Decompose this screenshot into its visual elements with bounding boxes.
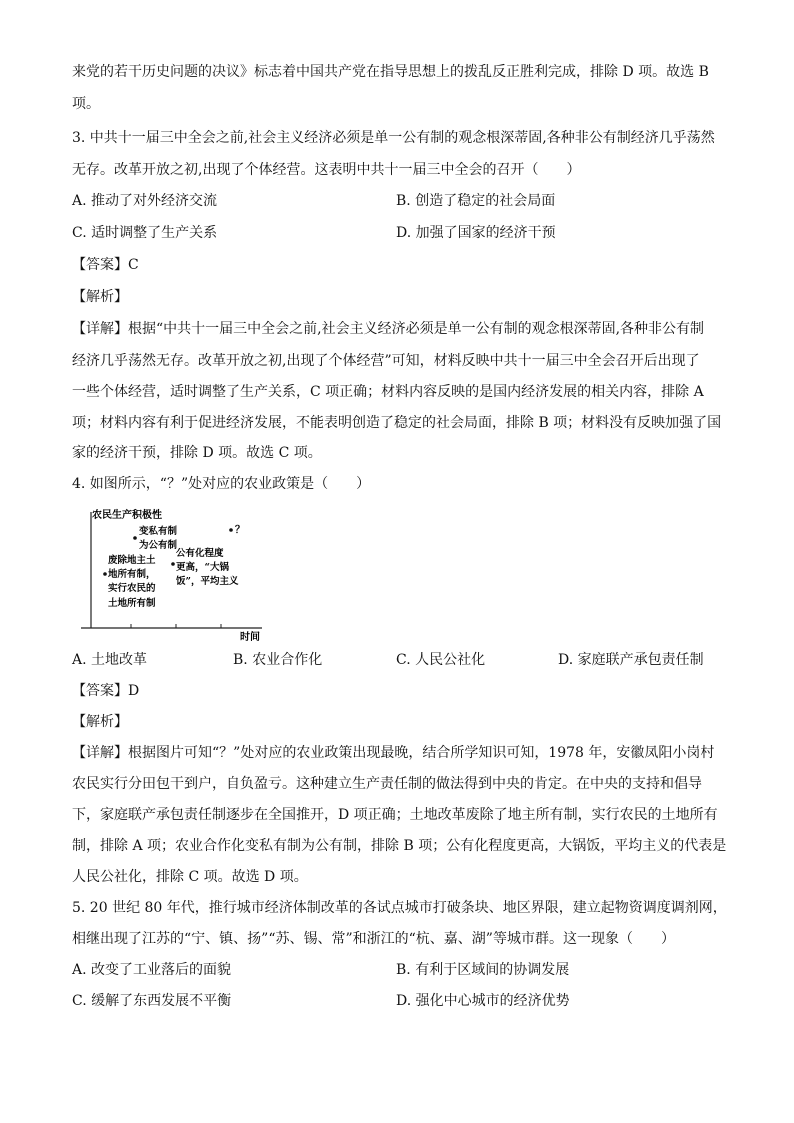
point-1-label-line-1: 废除地主土 bbox=[108, 555, 156, 566]
point-1-label-line-3: 实行农民的 bbox=[108, 583, 156, 594]
q5-stem-line-2: 相继出现了江苏的“宁、镇、扬”“苏、锡、常”和浙江的“杭、嘉、湖”等城市群。这一现象（ ） bbox=[72, 931, 675, 947]
q5-option-d: D. 强化中心城市的经济优势 bbox=[396, 993, 570, 1009]
point-people-commune bbox=[171, 562, 175, 566]
point-cooperativization bbox=[133, 536, 137, 540]
point-3-label-line-2: 更高，“大锅 bbox=[176, 562, 229, 573]
q4-detail-line-3: 下，家庭联产承包责任制逐步在全国推开，D 项正确；土地改革废除了地主所有制，实行农民的土地所有 bbox=[72, 807, 718, 823]
q5-option-c: C. 缓解了东西发展不平衡 bbox=[72, 993, 232, 1009]
q3-option-b: B. 创造了稳定的社会局面 bbox=[396, 193, 556, 209]
q4-detail-line-1: 【详解】根据图片可知“？”处对应的农业政策出现最晚，结合所学知识可知，1978 年，安徽凤阳小岗村 bbox=[72, 745, 715, 761]
q3-option-d: D. 加强了国家的经济干预 bbox=[396, 225, 556, 241]
q4-detail-line-2: 农民实行分田包干到户，自负盈亏。这种建立生产责任制的做法得到中央的肯定。在中央的支持和倡导 bbox=[72, 776, 702, 792]
q4-detail-line-4: 制，排除 A 项；农业合作化变私有制为公有制，排除 B 项；公有化程度更高，大锅饭，平均主义的代表是 bbox=[72, 838, 727, 854]
q5-stem-line-1: 5. 20 世纪 80 年代，推行城市经济体制改革的各试点城市打破条块、地区界限，建立起物资调度调剂网， bbox=[72, 900, 727, 916]
intro-line-2: 项。 bbox=[72, 96, 100, 112]
figure-y-label: 农民生产积极性 bbox=[92, 510, 162, 521]
q3-option-c: C. 适时调整了生产关系 bbox=[72, 225, 218, 241]
q3-detail-line-1: 【详解】根据“中共十一届三中全会之前,社会主义经济必须是单一公有制的观念根深蒂固,各种非公有制 bbox=[72, 321, 705, 337]
point-2-label-line-2: 为公有制 bbox=[139, 540, 178, 551]
q4-option-d: D. 家庭联产承包责任制 bbox=[558, 652, 704, 668]
intro-line-1: 来党的若干历史问题的决议》标志着中国共产党在指导思想上的拨乱反正胜利完成，排除 D 项。故选 B bbox=[72, 64, 709, 80]
q5-option-b: B. 有利于区域间的协调发展 bbox=[396, 962, 570, 978]
q4-figure bbox=[74, 504, 274, 642]
q4-option-c: C. 人民公社化 bbox=[396, 652, 486, 668]
point-3-label-line-3: 饭”，平均主义 bbox=[176, 576, 239, 587]
q4-analysis-label: 【解析】 bbox=[72, 714, 128, 730]
q5-option-a: A. 改变了工业落后的面貌 bbox=[72, 962, 232, 978]
q3-stem-line-1: 3. 中共十一届三中全会之前,社会主义经济必须是单一公有制的观念根深蒂固,各种非公有制经济几乎荡然 bbox=[72, 130, 715, 146]
point-2-label-line-1: 变私有制 bbox=[139, 526, 178, 537]
q4-detail-line-5: 人民公社化，排除 C 项。故选 D 项。 bbox=[72, 869, 308, 885]
q3-detail-line-4: 项；材料内容有利于促进经济发展，不能表明创造了稳定的社会局面，排除 B 项；材料没有反映加强了国 bbox=[72, 415, 722, 431]
q3-option-a: A. 推动了对外经济交流 bbox=[72, 193, 218, 209]
q4-option-a: A. 土地改革 bbox=[72, 652, 148, 668]
point-4-label: ？ bbox=[235, 525, 245, 536]
point-1-label-line-4: 土地所有制 bbox=[108, 598, 156, 609]
q3-analysis-label: 【解析】 bbox=[72, 289, 128, 305]
q3-detail-line-3: 一些个体经营，适时调整了生产关系，C 项正确；材料内容反映的是国内经济发展的相关内容，排除 A bbox=[72, 384, 704, 400]
q4-stem: 4. 如图所示，“？”处对应的农业政策是（ ） bbox=[72, 476, 371, 492]
point-question bbox=[229, 528, 233, 532]
q3-stem-line-2: 无存。改革开放之初,出现了个体经营。这表明中共十一届三中全会的召开（ ） bbox=[72, 162, 581, 178]
point-1-label-line-2: 地所有制， bbox=[108, 569, 156, 580]
figure-x-label: 时间 bbox=[240, 632, 260, 642]
q4-answer: 【答案】D bbox=[72, 683, 140, 699]
q3-answer: 【答案】C bbox=[72, 257, 139, 273]
q3-detail-line-5: 家的经济干预，排除 D 项。故选 C 项。 bbox=[72, 445, 322, 461]
q4-option-b: B. 农业合作化 bbox=[233, 652, 323, 668]
point-land-reform bbox=[103, 572, 107, 576]
point-3-label-line-1: 公有化程度 bbox=[176, 548, 224, 559]
q3-detail-line-2: 经济几乎荡然无存。改革开放之初,出现了个体经营”可知，材料反映中共十一届三中全会召开后出现了 bbox=[72, 353, 700, 369]
